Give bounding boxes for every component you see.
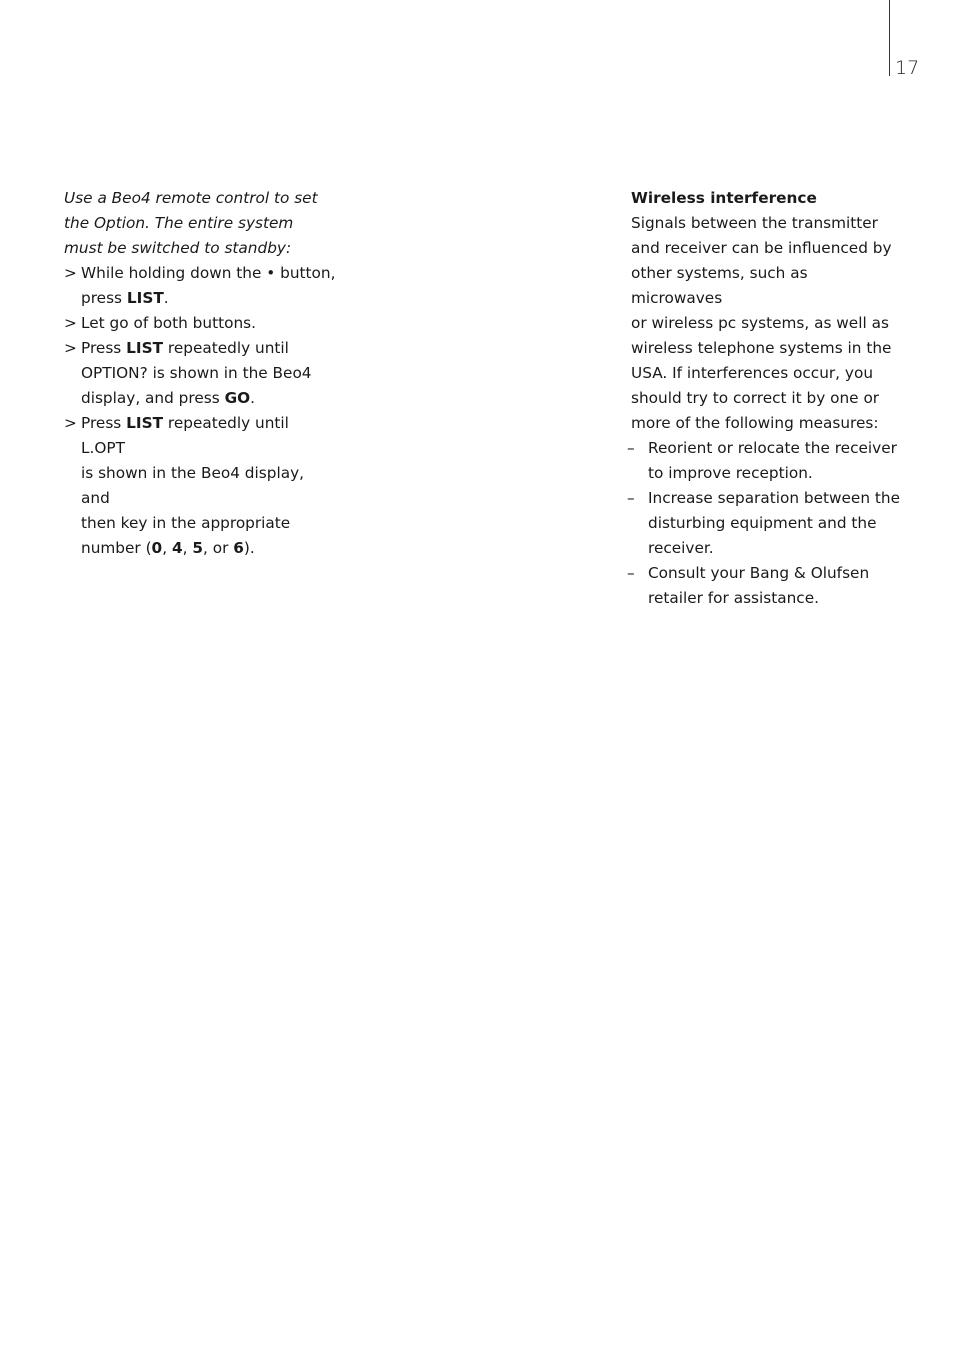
remote-key-label: LIST xyxy=(126,414,164,432)
option-step xyxy=(64,336,336,411)
measure-text: Consult your Bang & Olufsen retailer for assistance. xyxy=(648,564,870,607)
remote-key-label: GO xyxy=(224,389,251,407)
remote-key-label: 4 xyxy=(171,539,183,557)
step-text-segment: Press xyxy=(81,339,127,357)
option-step xyxy=(64,261,336,311)
step-text xyxy=(81,311,336,336)
measure-item xyxy=(627,486,903,561)
dash-marker: – xyxy=(627,439,635,457)
option-setup-column xyxy=(64,186,336,561)
step-text-segment: . xyxy=(250,389,255,407)
step-marker: > xyxy=(64,264,77,282)
measure-item xyxy=(627,436,903,486)
page-margin-rule xyxy=(889,0,890,76)
dash-marker: – xyxy=(627,489,635,507)
step-text-segment: , or xyxy=(202,539,234,557)
section-body: Signals between the transmitter and receiver can be influenced by other systems, such as microwaves or wireless pc systems, as well as wireless telephone systems in the USA. If interferences occur, you should try to correct it by one or more of the following measures: xyxy=(631,214,892,432)
step-text-segment: ). xyxy=(243,539,255,557)
step-text-segment: , xyxy=(182,539,193,557)
remote-key-label: 0 xyxy=(151,539,163,557)
step-text xyxy=(81,411,336,561)
remote-key-label: 5 xyxy=(192,539,203,557)
step-text-segment: While holding down the • button, press xyxy=(81,264,336,307)
step-text-segment: repeatedly until L.OPT is shown in the Beo4 display, and then key in the appropriate number ( xyxy=(81,414,304,557)
remote-key-label: 6 xyxy=(233,539,244,557)
step-marker: > xyxy=(64,339,77,357)
step-text-segment: repeatedly until OPTION? is shown in the Beo4 display, and press xyxy=(81,339,312,407)
measures-list xyxy=(627,436,903,611)
option-step xyxy=(64,411,336,561)
step-text-segment: . xyxy=(163,289,169,307)
step-text xyxy=(81,336,336,411)
step-marker: > xyxy=(64,414,77,432)
step-marker: > xyxy=(64,314,77,332)
remote-key-label: LIST xyxy=(126,339,164,357)
option-steps-list xyxy=(64,261,336,561)
measure-text: Increase separation between the disturbing equipment and the receiver. xyxy=(648,489,901,557)
step-text-segment: Let go of both buttons. xyxy=(81,314,256,332)
step-text xyxy=(81,261,336,311)
step-text-segment: , xyxy=(162,539,172,557)
measure-text: Reorient or relocate the receiver to improve reception. xyxy=(648,439,897,482)
dash-marker: – xyxy=(627,564,635,582)
remote-key-label: LIST xyxy=(126,289,164,307)
step-text-segment: Press xyxy=(81,414,127,432)
section-heading: Wireless interference xyxy=(631,189,817,207)
option-step xyxy=(64,311,336,336)
option-intro: Use a Beo4 remote control to set the Option. The entire system must be switched to standby: xyxy=(64,189,318,257)
page-number: 17 xyxy=(895,57,920,79)
wireless-interference-column xyxy=(627,186,903,611)
measure-item xyxy=(627,561,903,611)
